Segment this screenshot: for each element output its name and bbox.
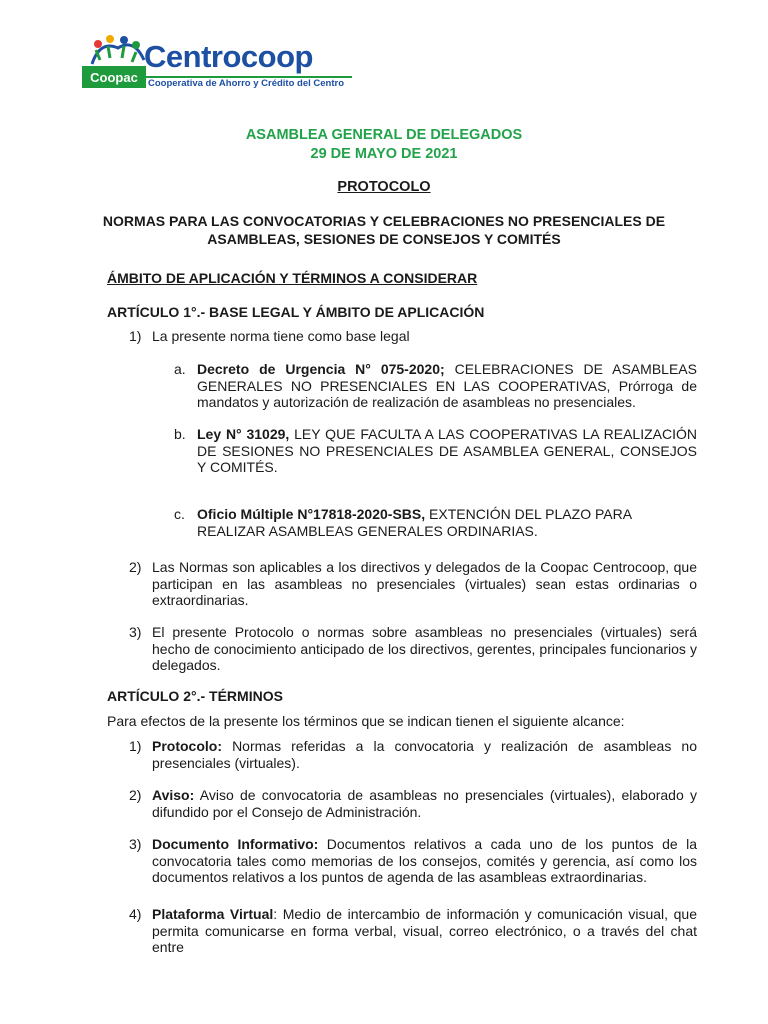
term-definition: : Medio de intercambio de información y comunicación visual, que permita comunicarse en forma verbal, visual, correo electrónico, o a través del chat entre — [152, 906, 697, 955]
logo-name: Centrocoop — [144, 39, 313, 74]
assembly-date: 29 DE MAYO DE 2021 — [310, 146, 458, 162]
term-label: Plataforma Virtual — [152, 906, 274, 922]
article-1-item-3: El presente Protocolo o normas sobre asambleas no presenciales (virtuales) será hecho de conocimiento anticipado de los directivos, gerentes, principales funcionarios y delegados. — [152, 624, 697, 673]
protocol-title: PROTOCOLO — [337, 179, 431, 195]
article-2-title: ARTÍCULO 2°.- TÉRMINOS — [107, 688, 283, 704]
legal-basis-c-name: Oficio Múltiple N°17818-2020-SBS, — [197, 506, 426, 522]
assembly-title: ASAMBLEA GENERAL DE DELEGADOS — [245, 127, 523, 143]
legal-basis-a-name: Decreto de Urgencia N° 075-2020; — [197, 361, 445, 377]
term-plataforma-virtual — [152, 906, 697, 956]
article-1-title: ARTÍCULO 1°.- BASE LEGAL Y ÁMBITO DE APLICACIÓN — [107, 304, 485, 320]
list-letter: b. — [174, 426, 186, 442]
legal-basis-a-text: CELEBRACIONES DE ASAMBLEAS GENERALES NO PRESENCIALES EN LAS COOPERATIVAS, Prórroga de mandatos y autorización de realización de asambleas no presenciales. — [197, 361, 697, 410]
list-number: 3) — [129, 624, 142, 640]
term-label: Protocolo: — [152, 738, 222, 754]
term-definition: Normas referidas a la convocatoria y realización de asambleas no presenciales (virtuales). — [152, 738, 697, 771]
list-number: 3) — [129, 836, 142, 852]
section-title: ÁMBITO DE APLICACIÓN Y TÉRMINOS A CONSIDERAR — [107, 270, 478, 286]
legal-basis-b-name: Ley N° 31029, — [197, 426, 290, 442]
coopac-badge: Coopac — [82, 66, 146, 88]
term-aviso — [152, 787, 697, 820]
list-number: 2) — [129, 559, 142, 575]
norms-title-line2: ASAMBLEAS, SESIONES DE CONSEJOS Y COMITÉS — [207, 231, 561, 247]
legal-basis-b-text: LEY QUE FACULTA A LAS COOPERATIVAS LA REALIZACIÓN DE SESIONES NO PRESENCIALES DE ASAMBLEA GENERAL, CONSEJOS Y COMITÉS. — [197, 426, 697, 475]
term-label: Documento Informativo: — [152, 836, 319, 852]
legal-basis-a — [197, 361, 697, 411]
legal-basis-c-text: EXTENCIÓN DEL PLAZO PARA REALIZAR ASAMBLEAS GENERALES ORDINARIAS. — [197, 506, 632, 539]
people-logo-icon — [88, 34, 148, 68]
logo-subtitle: Cooperativa de Ahorro y Crédito del Centro — [148, 78, 345, 89]
list-letter: c. — [174, 506, 185, 522]
term-documento-informativo — [152, 836, 697, 886]
list-letter: a. — [174, 361, 186, 377]
norms-title-line1: NORMAS PARA LAS CONVOCATORIAS Y CELEBRACIONES NO PRESENCIALES DE — [102, 213, 666, 229]
list-number: 2) — [129, 787, 142, 803]
list-number: 1) — [129, 738, 142, 754]
article-1-item-2: Las Normas son aplicables a los directivos y delegados de la Coopac Centrocoop, que participan en las asambleas no presenciales (virtuales) sean estas ordinarias o extraordinarias. — [152, 559, 697, 608]
article-1-item-1: La presente norma tiene como base legal — [152, 328, 410, 344]
article-2-intro: Para efectos de la presente los términos que se indican tienen el siguiente alcance: — [107, 713, 625, 729]
term-protocolo — [152, 738, 697, 771]
centrocoop-logo — [82, 34, 352, 94]
legal-basis-b — [197, 426, 697, 476]
term-label: Aviso: — [152, 787, 195, 803]
term-definition: Documentos relativos a cada uno de los puntos de la convocatoria tales como memorias de los consejos, comités y gerencia, así como los documentos relativos a los puntos de agenda de las asambleas extraordinarias. — [152, 836, 697, 885]
list-number: 1) — [129, 328, 142, 344]
term-definition: Aviso de convocatoria de asambleas no presenciales (virtuales), elaborado y difundido por el Consejo de Administración. — [152, 787, 697, 820]
list-number: 4) — [129, 906, 142, 922]
legal-basis-c — [197, 506, 697, 539]
